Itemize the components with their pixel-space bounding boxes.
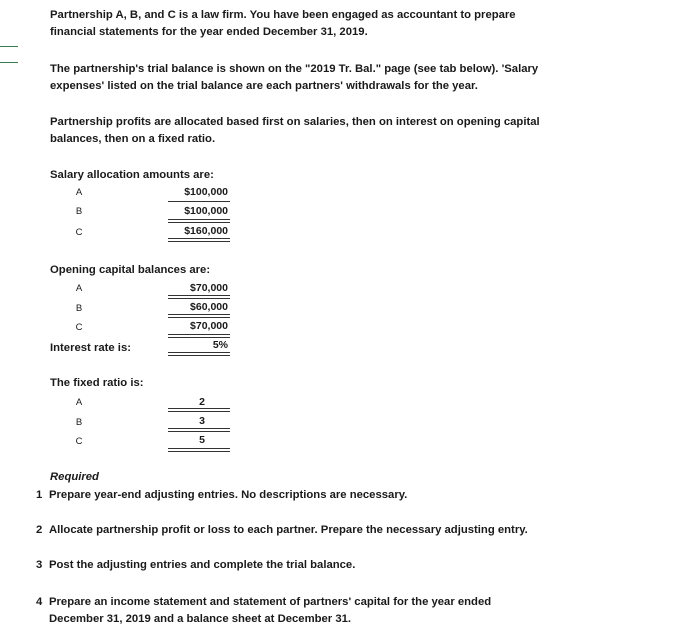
required-item-2: Allocate partnership profit or loss to each partner. Prepare the necessary adjusting entry.: [49, 524, 528, 536]
ratio-label-a: A: [75, 397, 83, 408]
capital-amount-b: $60,000: [190, 301, 228, 313]
double-underline: [168, 428, 230, 432]
required-num-2: 2: [36, 524, 43, 536]
double-underline: [168, 448, 230, 452]
double-underline: [168, 408, 230, 412]
salary-amount-c: $160,000: [184, 225, 228, 237]
required-heading: Required: [50, 471, 99, 483]
trial-balance-line-1: The partnership's trial balance is shown on the "2019 Tr. Bal." page (see tab below). 'Salary: [50, 63, 539, 75]
capital-amount-c: $70,000: [190, 320, 228, 332]
required-num-1: 1: [36, 489, 43, 501]
salary-amount-a: $100,000: [184, 186, 228, 198]
capital-label-a: A: [75, 283, 83, 294]
salary-label-c: C: [75, 227, 83, 238]
trial-balance-line-2: expenses' listed on the trial balance are each partners' withdrawals for the year.: [50, 80, 478, 92]
intro-line-1: Partnership A, B, and C is a law firm. You have been engaged as accountant to prepare: [50, 9, 516, 21]
ratio-value-a: 2: [199, 396, 205, 408]
underline: [168, 201, 230, 202]
capital-heading: Opening capital balances are:: [50, 264, 211, 276]
margin-mark: [0, 46, 18, 47]
required-num-3: 3: [36, 559, 43, 571]
salary-heading: Salary allocation amounts are:: [50, 169, 214, 181]
allocation-line-2: balances, then on a fixed ratio.: [50, 133, 216, 145]
margin-mark: [0, 62, 18, 63]
allocation-line-1: Partnership profits are allocated based first on salaries, then on interest on opening capital: [50, 116, 540, 128]
salary-amount-b: $100,000: [184, 205, 228, 217]
ratio-label-c: C: [75, 436, 83, 447]
capital-label-b: B: [75, 303, 83, 314]
salary-label-b: B: [75, 206, 83, 217]
required-item-1: Prepare year-end adjusting entries. No descriptions are necessary.: [49, 489, 408, 501]
double-underline: [168, 295, 230, 299]
double-underline: [168, 334, 230, 338]
capital-label-c: C: [75, 322, 83, 333]
required-num-4: 4: [36, 596, 43, 608]
required-item-3: Post the adjusting entries and complete the trial balance.: [49, 559, 356, 571]
ratio-label-b: B: [75, 417, 83, 428]
double-underline: [168, 238, 230, 242]
capital-amount-a: $70,000: [190, 282, 228, 294]
required-item-4-line-1: Prepare an income statement and statement of partners' capital for the year ended: [49, 596, 492, 608]
intro-line-2: financial statements for the year ended December 31, 2019.: [50, 26, 368, 38]
double-underline: [168, 219, 230, 223]
ratio-heading: The fixed ratio is:: [50, 377, 144, 389]
ratio-value-c: 5: [199, 434, 205, 446]
double-underline: [168, 352, 230, 356]
required-item-4-line-2: December 31, 2019 and a balance sheet at December 31.: [49, 613, 352, 625]
salary-label-a: A: [75, 187, 83, 198]
double-underline: [168, 314, 230, 318]
ratio-value-b: 3: [199, 415, 205, 427]
interest-label: Interest rate is:: [50, 342, 131, 354]
interest-value: 5%: [212, 339, 228, 351]
